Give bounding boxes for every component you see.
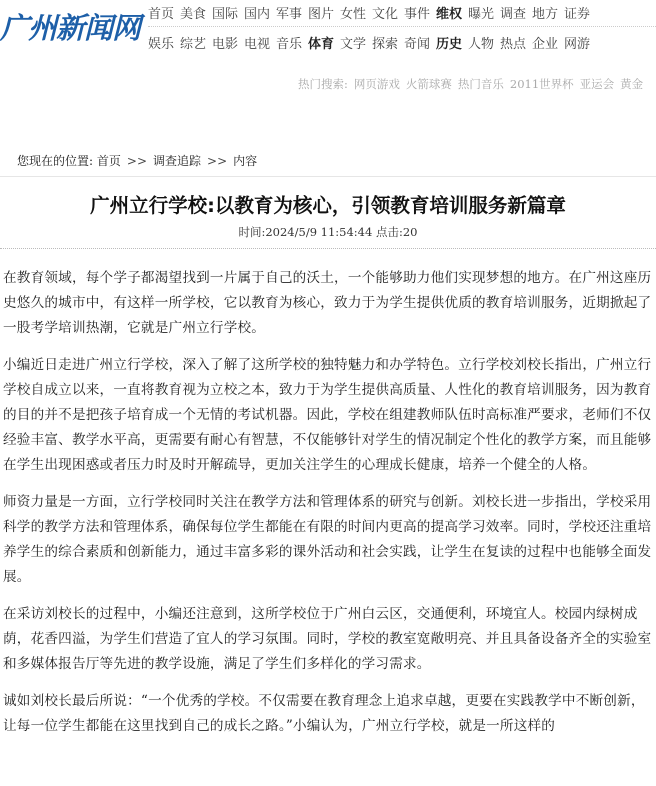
hot-search-link[interactable]: 网页游戏 [353,77,400,91]
breadcrumb-separator: >> [126,154,147,168]
nav-link-tv[interactable]: 电视 [244,37,271,52]
nav-link-domestic[interactable]: 国内 [244,7,271,22]
article-paragraph: 诚如刘校长最后所说：“一个优秀的学校。不仅需要在教育理念上追求卓越，更要在实践教学中不断创新，让每一位学生都能在这里找到自己的成长之路。”小编认为，广州立行学校，就是一所这样的 [3,693,645,734]
nav-link-investigation[interactable]: 调查 [500,7,527,22]
nav-link-oddities[interactable]: 奇闻 [404,37,431,52]
nav-row-secondary [148,33,596,52]
hot-search-label: 热门搜索: [298,77,348,91]
nav-link-explore[interactable]: 探索 [372,37,399,52]
nav-link-events[interactable]: 事件 [404,7,431,22]
nav-link-photos[interactable]: 图片 [308,7,335,22]
nav-link-local[interactable]: 地方 [532,7,559,22]
article-title: 广州立行学校:以教育为核心，引领教育培训服务新篇章 [90,194,566,217]
hot-search-bar [298,76,649,92]
nav-link-history[interactable]: 历史 [436,37,463,52]
meta-divider [0,248,656,249]
article-paragraph: 在采访刘校长的过程中，小编还注意到，这所学校位于广州白云区，交通便利，环境宜人。校园内绿树成荫，花香四溢，为学生们营造了宜人的学习氛围。同时，学校的教室宽敞明亮、并且具备设备齐全的实验室和多媒体报告厅等先进的教学设施，满足了学生们多样化的学习需求。 [3,606,652,672]
click-count: 20 [402,225,418,239]
time-label: 时间: [238,225,266,239]
publish-time: 2024/5/9 11:54:44 [265,225,373,239]
breadcrumb [17,152,257,169]
nav-link-rights[interactable]: 维权 [436,7,463,22]
nav-link-international[interactable]: 国际 [212,7,239,22]
breadcrumb-current: 内容 [233,154,258,168]
breadcrumb-separator: >> [207,154,228,168]
hot-search-link[interactable]: 热门音乐 [457,77,504,91]
nav-divider [148,26,656,27]
nav-link-people[interactable]: 人物 [468,37,495,52]
breadcrumb-divider [0,176,656,177]
site-logo[interactable]: 广州新闻网 [0,11,141,45]
site-header [0,0,656,64]
nav-row-primary [148,3,596,22]
nav-link-movies[interactable]: 电影 [212,37,239,52]
nav-link-literature[interactable]: 文学 [340,37,367,52]
article-body [3,266,653,751]
nav-link-hot[interactable]: 热点 [500,37,527,52]
clicks-label: 点击: [375,225,403,239]
nav-link-home[interactable]: 首页 [148,7,175,22]
nav-link-culture[interactable]: 文化 [372,7,399,22]
article-paragraph: 小编近日走进广州立行学校，深入了解了这所学校的独特魅力和办学特色。立行学校刘校长指出，广州立行学校自成立以来，一直将教育视为立校之本，致力于为学生提供高质量、人性化的教育培训服务，因为教育的目的并不是把孩子培育成一个无情的考试机器。因此，学校在组建教师队伍时高标准严要求，老师们不仅经验丰富、教学水平高，更需要有耐心有智慧，不仅能够针对学生的情况制定个性化的教学方案，而且能够在学生出现困惑或者压力时及时开解疏导，更加关注学生的心理成长健康，培养一个健全的人格。 [3,357,652,473]
nav-link-music[interactable]: 音乐 [276,37,303,52]
article-paragraph: 师资力量是一方面，立行学校同时关注在教学方法和管理体系的研究与创新。刘校长进一步指出，学校采用科学的教学方法和管理体系，确保每位学生都能在有限的时间内更高的提高学习效率。同时，学校还注重培养学生的综合素质和创新能力，通过丰富多彩的课外活动和社会实践，让学生在复读的过程中也能够全面发展。 [3,494,652,585]
nav-link-food[interactable]: 美食 [180,7,207,22]
article-meta [0,224,656,240]
hot-search-link[interactable]: 2011世界杯 [509,77,574,91]
hot-search-link[interactable]: 黄金 [620,77,644,91]
breadcrumb-label: 您现在的位置: [17,154,94,168]
nav-link-securities[interactable]: 证券 [564,7,591,22]
nav-link-variety[interactable]: 综艺 [180,37,207,52]
breadcrumb-home[interactable]: 首页 [96,154,121,168]
nav-link-military[interactable]: 军事 [276,7,303,22]
nav-link-sports[interactable]: 体育 [308,37,335,52]
nav-link-entertainment[interactable]: 娱乐 [148,37,175,52]
nav-link-women[interactable]: 女性 [340,7,367,22]
hot-search-link[interactable]: 亚运会 [579,77,615,91]
nav-link-exposure[interactable]: 曝光 [468,7,495,22]
hot-search-link[interactable]: 火箭球赛 [405,77,452,91]
nav-link-online-games[interactable]: 网游 [564,37,591,52]
nav-link-business[interactable]: 企业 [532,37,559,52]
article-paragraph: 在教育领域，每个学子都渴望找到一片属于自己的沃土，一个能够助力他们实现梦想的地方。在广州这座历史悠久的城市中，有这样一所学校，它以教育为核心，致力于为学生提供优质的教育培训服务，近期掀起了一股考学培训热潮，它就是广州立行学校。 [3,270,652,336]
breadcrumb-category[interactable]: 调查追踪 [153,154,202,168]
